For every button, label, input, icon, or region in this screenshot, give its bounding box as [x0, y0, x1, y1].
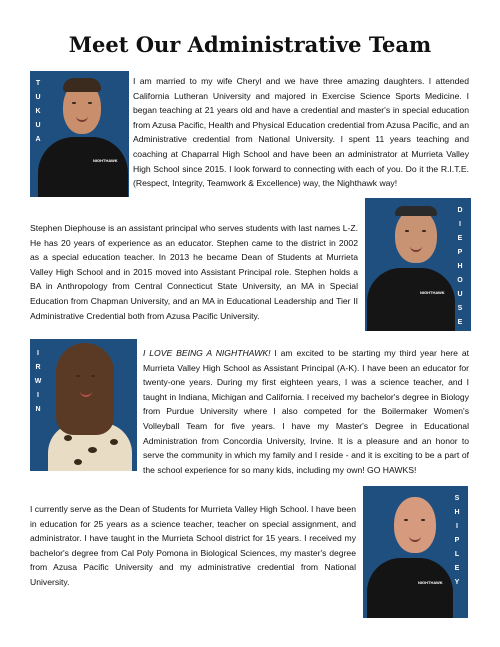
- shirt-logo: NIGHTHAWK: [420, 290, 445, 295]
- shipley-name-vertical: S H I P L E Y: [454, 495, 460, 586]
- irwin-photo: [30, 339, 137, 471]
- diephouse-name-vertical: D I E P H O U S E: [457, 207, 463, 326]
- irwin-bio: I LOVE BEING A NIGHTHAWK! I am excited to be starting my third year here at Murrieta Valley High School as Assistant Principal (A-K). I have been an educator for twenty-one years. During my first eighteen years, I was a science teacher, and I taught in Indiana, Michigan and California. I received my bachelor's degree in Biology from Purdue University where I also competed for the Boilermaker Women's Volleyball Team for five years. I have my Master's Degree in Educational Administration from Concordia University, Irvine. It is a pleasure and an honor to serve the community in which my family and I reside - and it is exciting to be a part of the school experience for so many kids, including my own! GO HAWKS!: [143, 348, 469, 475]
- shirt-logo: NIGHTHAWK: [93, 158, 118, 163]
- shipley-bio: I currently serve as the Dean of Students for Murrieta Valley High School. I have been in education for 25 years as a science teacher, teacher on special assignment, and administrator. I have taught in the Murrieta School district for 15 years. I received my bachelor's degree from Cal Poly Pomona in Biological Sciences, my master's degree from Azusa Pacific University and my administrative credential from National University.: [30, 504, 356, 587]
- shipley-photo: [363, 486, 468, 618]
- irwin-bio-lead: I LOVE BEING A NIGHTHAWK!: [143, 348, 271, 358]
- tukua-bio: I am married to my wife Cheryl and we have three amazing daughters. I attended California Lutheran University and majored in Exercise Science Sports Medicine. I began teaching at 21 years old and have a credential and master's in special education from Azusa Pacific, Health and Physical Education credential from Azusa Pacific, and an Administrative credential from National University. I spent 11 years teaching and coaching at Chaparral High School and have been an administrator at Murrieta Valley High School since 2015. I look forward to connecting with each of you. Do it the R.I.T.E. (Respect, Integrity, Teamwork & Excellence) way, the Nighthawk way!: [133, 76, 469, 189]
- diephouse-bio: Stephen Diephouse is an assistant principal who serves students with last names L-Z. He has 20 years of experience as an educator. Stephen came to the district in 2002 as a special education teacher. In 2013 he became Dean of Students at Murrieta Valley High School and in 2015 moved into Assistant Principal role. Stephen holds a BA in Anthropology from Central Connecticut State University, an MA in Special Education from Chapman University, and an MA in Educational Leadership and Tier II Administrative Credential both from Azusa Pacific University.: [30, 223, 358, 321]
- tukua-photo: [30, 71, 129, 197]
- irwin-name-vertical: I R W I N: [34, 350, 42, 413]
- page-title: Meet Our Administrative Team: [68, 32, 432, 57]
- tukua-name-vertical: T U K U A: [35, 80, 41, 143]
- diephouse-photo: [365, 198, 471, 331]
- shirt-logo: NIGHTHAWK: [418, 580, 443, 585]
